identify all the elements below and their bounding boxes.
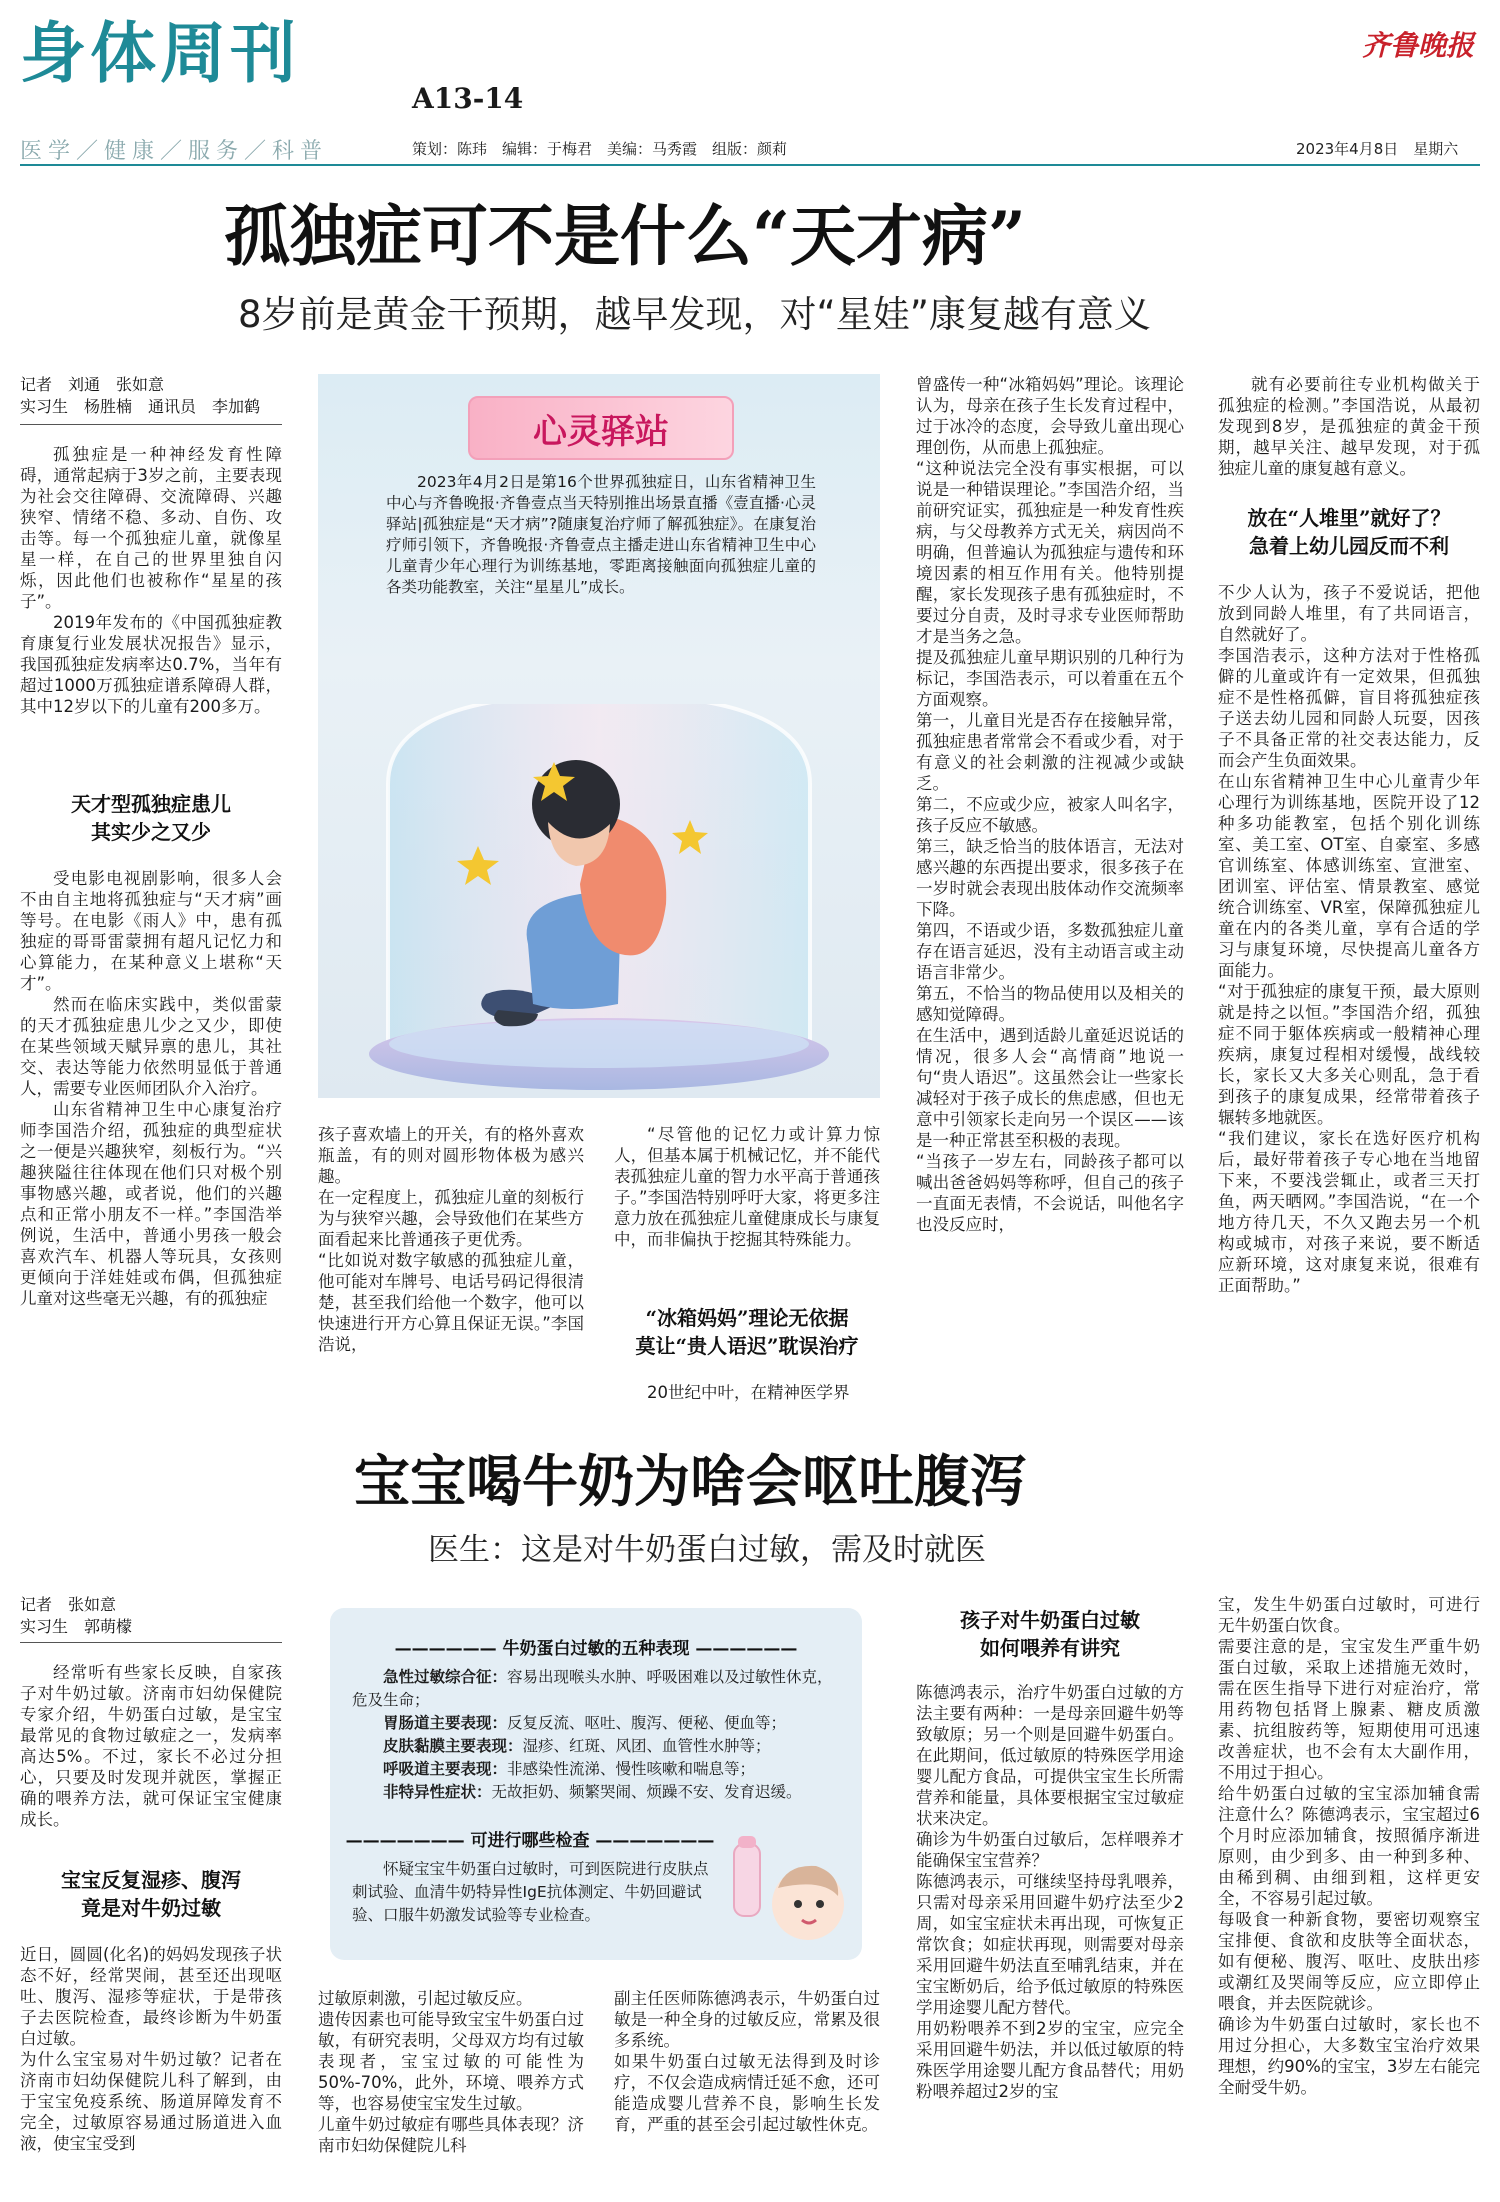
article1-col4: 曾盛传一种“冰箱妈妈”理论。该理论认为，母亲在孩子生长发育过程中，过于冰冷的态度，会导致儿童出现心理创伤，从而患上孤独症。 “这种说法完全没有事实根据，可以说是一种错误理论。”李国浩介绍，当前研究证实，孤独症是一种发育性疾病，与父母教养方式无关，病因尚不明确，但普遍认为孤独症与遗传和环境因素的相互作用有关。他特别提醒，家长发现孩子患有孤独症时，不要过分自责，及时寻求专业医师帮助才是当务之急。 提及孤独症儿童早期识别的几种行为标记，李国浩表示，可以着重在五个方面观察。 第一，儿童目光是否存在接触异常，孤独症患者常常会不看或少看，对于有意义的社会刺激的注视减少或缺乏。 第二，不应或少应，被家人叫名字，孩子反应不敏感。 第三，缺乏恰当的肢体语言，无法对感兴趣的东西提出要求，很多孩子在一岁时就会表现出肢体动作交流频率下降。 第四，不语或少语，多数孤独症儿童存在语言延迟，没有主动语言或主动语言非常少。 第五，不恰当的物品使用以及相关的感知觉障碍。 在生活中，遇到适龄儿童延迟说话的情况，很多人会“高情商”地说一句“贵人语迟”。这虽然会让一些家长减轻对于孩子成长的焦虑感，但也无意中引领家长走向另一个误区——该是一种正常甚至积极的表现。 “当孩子一岁左右，同龄孩子都可以喊出爸爸妈妈等称呼，但自己的孩子一直面无表情，不会说话，叫他名字也没反应时， xyxy=(916,375,1184,1234)
paragraph: 经常听有些家长反映，自家孩子对牛奶过敏。济南市妇幼保健院专家介绍，牛奶蛋白过敏，是宝宝最常见的食物过敏症之一，发病率高达5%。不过，家长不必过分担心，只要及时发现并就医，掌握正确的喂养方法，就可保证宝宝健康成长。 xyxy=(20,1663,282,1829)
newspaper-logo: 齐鲁晚报 xyxy=(1362,29,1475,62)
article1-subhead-3: 放在“人堆里”就好了？ 急着上幼儿园反而不利 xyxy=(1247,506,1451,558)
intro-text: 2023年4月2日是第16个世界孤独症日，山东省精神卫生中心与齐鲁晚报·齐鲁壹点当天特别推出场景直播《壹直播·心灵驿站|孤独症是“天才病”?随康复治疗师了解孤独症》。在康复治疗师引领下，齐鲁晚报·齐鲁壹点主播走进山东省精神卫生中心儿童青少年心理行为训练基地，零距离接触面向孤独症儿童的各类功能教室，关注“星星儿”成长。 xyxy=(386,473,816,596)
article2-col1-bottom: 近日，圆圆(化名)的妈妈发现孩子状态不好，经常哭闹，甚至还出现呕吐、腹泻、湿疹等症状，于是带孩子去医院检查，最终诊断为牛奶蛋白过敏。 为什么宝宝易对牛奶过敏？记者在济南市妇幼保健院儿科了解到，由于宝宝免疫系统、肠道屏障发育不完全，过敏原容易通过肠道进入血液，使宝宝受到 xyxy=(20,1945,282,2153)
badge-label: 心灵驿站 xyxy=(533,412,669,452)
article2-col4: 陈德鸿表示，治疗牛奶蛋白过敏的方法主要有两种：一是母亲回避牛奶等致敏原；另一个则是回避牛奶蛋白。在此期间，低过敏原的特殊医学用途婴儿配方食品，可提供宝宝生长所需营养和能量，具体要根据宝宝过敏症状来决定。 确诊为牛奶蛋白过敏后，怎样喂养才能确保宝宝营养？ 陈德鸿表示，可继续坚持母乳喂养，只需对母亲采用回避牛奶疗法至少2周，如宝宝症状未再出现，可恢复正常饮食；如症状再现，则需要对母亲采用回避牛奶法直至哺乳结束，并在宝宝断奶后，给予低过敏原的特殊医学用途婴儿配方替代。 用奶粉喂养不到2岁的宝宝，应完全采用回避牛奶法，并以低过敏原的特殊医学用途婴儿配方食品替代；用奶粉喂养超过2岁的宝 xyxy=(916,1683,1184,2101)
test-description xyxy=(352,1858,712,1927)
article2-subhead-1: 宝宝反复湿疹、腹泻 竟是对牛奶过敏 xyxy=(61,1868,241,1920)
symptom-text: 无故拒奶、频繁哭闹、烦躁不安、发育迟缓。 xyxy=(491,1783,802,1801)
symptom-label: 皮肤黏膜主要表现： xyxy=(383,1737,523,1755)
symptom-list xyxy=(352,1666,848,1804)
symptom-item xyxy=(352,1781,848,1804)
article2-subhead-2: 孩子对牛奶蛋白过敏 如何喂养有讲究 xyxy=(960,1608,1140,1660)
symptom-item xyxy=(352,1758,848,1781)
article1-subhead-2: “冰箱妈妈”理论无依据 莫让“贵人语迟”耽误治疗 xyxy=(635,1306,859,1358)
baby-bottle-illustration xyxy=(726,1834,850,1952)
column-badge xyxy=(468,396,734,460)
symptom-text: 反复反流、呕吐、腹泻、便秘、便血等； xyxy=(507,1714,787,1732)
article1-headline: 孤独症可不是什么“天才病” xyxy=(224,197,1026,275)
allergy-info-box xyxy=(330,1608,862,1960)
article2-col3: 副主任医师陈德鸿表示，牛奶蛋白过敏是一种全身的过敏反应，常累及很多系统。 如果牛奶蛋白过敏无法得到及时诊疗，不仅会造成病情迁延不愈，还可能造成婴儿营养不良，影响生长发育，严重的甚至会引起过敏性休克。 xyxy=(614,1989,880,2134)
box-title-text: 可进行哪些检查 xyxy=(470,1831,590,1851)
byline-divider xyxy=(20,424,282,425)
paragraph: 就有必要前往专业机构做关于孤独症的检测。”李国浩说，从最初发现到8岁，是孤独症的黄金干预期，越早关注、越早发现，对于孤独症儿童的康复越有意义。 xyxy=(1218,375,1480,478)
paragraph: 孤独症是一种神经发育性障碍，通常起病于3岁之前，主要表现为社会交往障碍、交流障碍、兴趣狭窄、情绪不稳、多动、自伤、攻击等。每一个孤独症儿童，就像星星一样，在自己的世界里独自闪烁，因此他们也被称作“星星的孩子”。 xyxy=(20,445,282,611)
symptom-item xyxy=(352,1712,848,1735)
test-text: 怀疑宝宝牛奶蛋白过敏时，可到医院进行皮肤点刺试验、血清牛奶特异性IgE抗体测定、牛奶回避试验、口服牛奶激发试验等专业检查。 xyxy=(352,1860,709,1924)
issue-date: 2023年4月8日 星期六 xyxy=(1296,140,1459,158)
symptom-label: 呼吸道主要表现： xyxy=(383,1760,508,1778)
article1-col3-top xyxy=(614,1124,880,1292)
glass-dome-illustration xyxy=(318,704,880,1098)
masthead xyxy=(0,0,1500,170)
paragraph: 2019年发布的《中国孤独症教育康复行业发展状况报告》显示，我国孤独症发病率达0.7%，当年有超过1000万孤独症谱系障碍人群，其中12岁以下的儿童有200多万。 xyxy=(20,613,282,716)
symptom-text: 非感染性流涕、慢性咳嗽和喘息等； xyxy=(507,1760,756,1778)
paragraph: 受电影电视剧影响，很多人会不由自主地将孤独症与“天才病”画等号。在电影《雨人》中，患有孤独症的哥哥雷蒙拥有超凡记忆力和心算能力，在某种意义上堪称“天才”。 xyxy=(20,869,282,993)
article1-col1-bottom xyxy=(20,868,282,1408)
section-subtitle: 医学／健康／服务／科普 xyxy=(20,139,329,164)
article1-subheadline: 8岁前是黄金干预期，越早发现，对“星娃”康复越有意义 xyxy=(238,293,1151,336)
article2-col2: 过敏原刺激，引起过敏反应。 遗传因素也可能导致宝宝牛奶蛋白过敏，有研究表明，父母双方均有过敏表现者，宝宝过敏的可能性为50%-70%，此外，环境、喂养方式等，也容易使宝宝发生过敏。 儿童牛奶过敏症有哪些具体表现？济南市妇幼保健院儿科 xyxy=(318,1989,584,2155)
box-title-text: 牛奶蛋白过敏的五种表现 xyxy=(502,1639,690,1659)
article2-col1-top xyxy=(20,1662,282,1848)
symptom-label: 非特异性症状： xyxy=(383,1783,492,1801)
box-title-tests: ——————— 可进行哪些检查 ——————— xyxy=(345,1831,715,1851)
symptom-text: 湿疹、红斑、风团、血管性水肿等； xyxy=(522,1737,771,1755)
staff-credits: 策划：陈玮 编辑：于梅君 美编：马秀霞 组版：颜莉 xyxy=(412,140,788,158)
byline-interns: 实习生 郭萌檬 xyxy=(20,1617,133,1636)
box-title-symptoms: —————— 牛奶蛋白过敏的五种表现 —————— xyxy=(394,1639,798,1659)
paragraph: 山东省精神卫生中心康复治疗师李国浩介绍，孤独症的典型症状之一便是兴趣狭窄，刻板行为。“兴趣狭隘往往体现在他们只对极个别事物感兴趣，或者说，他们的兴趣点和正常小朋友不一样。”李国浩举例说，生活中，普通小男孩一般会喜欢汽车、机器人等玩具，女孩则更倾向于洋娃娃或布偶，但孤独症儿童对这些毫无兴趣，有的孤独症 xyxy=(20,1100,282,1308)
symptom-item xyxy=(352,1666,848,1712)
article2-subheadline: 医生：这是对牛奶蛋白过敏，需及时就医 xyxy=(428,1532,986,1568)
article2-col5: 宝，发生牛奶蛋白过敏时，可进行无牛奶蛋白饮食。 需要注意的是，宝宝发生严重牛奶蛋白过敏，采取上述措施无效时，需在医生指导下进行对症治疗，常用药物包括肾上腺素、糖皮质激素、抗组胺药等，短期使用可迅速改善症状，也不会有太大副作用，不用过于担心。 给牛奶蛋白过敏的宝宝添加辅食需注意什么？陈德鸿表示，宝宝超过6个月时应添加辅食，按照循序渐进原则，由少到多、由一种到多种、由稀到稠、由细到粗，这样更安全，不容易引起过敏。 每吸食一种新食物，要密切观察宝宝排便、食欲和皮肤等全面状态，如有便秘、腹泻、呕吐、皮肤出疹或潮红及哭闹等反应，应立即停止喂食，并去医院就诊。 确诊为牛奶蛋白过敏时，家长也不用过分担心，大多数宝宝治疗效果理想，约90%的宝宝，3岁左右能完全耐受牛奶。 xyxy=(1218,1595,1480,2097)
illustration-panel xyxy=(318,374,880,1098)
article2-byline xyxy=(20,1594,282,1638)
article1-col3-bottom xyxy=(614,1382,880,1406)
paragraph: 20世纪中叶，在精神医学界 xyxy=(647,1383,850,1402)
byline-reporters: 记者 刘通 张如意 xyxy=(20,375,165,394)
byline-interns: 实习生 杨胜楠 通讯员 李加鹤 xyxy=(20,397,261,416)
article1-col1-top xyxy=(20,444,282,770)
article1-byline xyxy=(20,374,282,418)
article1-col5-bottom: 不少人认为，孩子不爱说话，把他放到同龄人堆里，有了共同语言，自然就好了。 李国浩表示，这种方法对于性格孤僻的儿童或许有一定效果，但孤独症不是性格孤僻，盲目将孤独症孩子送去幼儿园和同龄人玩耍，因孩子不具备正常的社交表达能力，反而会产生负面效果。 在山东省精神卫生中心儿童青少年心理行为训练基地，医院开设了12种多功能教室，包括个别化训练室、美工室、OT室、自豪室、多感官训练室、体感训练室、宣泄室、团训室、评估室、情景教室、感觉统合训练室、VR室，保障孤独症儿童在内的各类儿童，享有合适的学习与康复环境，尽快提高儿童各方面能力。 “对于孤独症的康复干预，最大原则就是持之以恒。”李国浩介绍，孤独症不同于躯体疾病或一般精神心理疾病，康复过程相对缓慢，战线较长，家长又大多关心则乱，急于看到孩子的康复成果，经常带着孩子辗转多地就医。 “我们建议，家长在选好医疗机构后，最好带着孩子专心地在当地留下来，不要浅尝辄止，或者三天打鱼，两天晒网。”李国浩说，“在一个地方待几天，不久又跑去另一个机构或城市，对孩子来说，要不断适应新环境，这对康复来说，很难有正面帮助。” xyxy=(1218,583,1480,1295)
section-title: 身体周刊 xyxy=(20,14,300,92)
paragraph: 然而在临床实践中，类似雷蒙的天才孤独症患儿少之又少，即使在某些领域天赋异禀的患儿，其社交、表达等能力依然明显低于普通人，需要专业医师团队介入治疗。 xyxy=(20,995,282,1098)
article1-col2: 孩子喜欢墙上的开关，有的格外喜欢瓶盖，有的则对圆形物体极为感兴趣。 在一定程度上，孤独症儿童的刻板行为与狭窄兴趣，会导致他们在某些方面看起来比普通孩子更优秀。 “比如说对数字敏感的孤独症儿童，他可能对车牌号、电话号码记得很清楚，甚至我们给他一个数字，他可以快速进行开方心算且保证无误。”李国浩说， xyxy=(318,1125,584,1354)
article2-headline: 宝宝喝牛奶为啥会呕吐腹泻 xyxy=(354,1449,1026,1515)
masthead-divider xyxy=(20,164,1480,166)
symptom-label: 胃肠道主要表现： xyxy=(383,1714,508,1732)
symptom-item xyxy=(352,1735,848,1758)
illustration-intro xyxy=(386,472,816,598)
article1-col5-top xyxy=(1218,374,1480,488)
byline-divider xyxy=(20,1642,282,1643)
symptom-label: 急性过敏综合征： xyxy=(383,1668,508,1686)
byline-reporters: 记者 张如意 xyxy=(20,1595,117,1614)
paragraph: “尽管他的记忆力或计算力惊人，但基本属于机械记忆，并不能代表孤独症儿童的智力水平高于普通孩子。”李国浩特别呼吁大家，将更多注意力放在孤独症儿童健康成长与康复中，而非偏执于挖掘其特殊能力。 xyxy=(614,1125,880,1249)
article1-subhead-1: 天才型孤独症患儿 其实少之又少 xyxy=(71,792,231,844)
symptom-text: 容易出现喉头水肿、呼吸困难以及过敏性休克，危及生命； xyxy=(352,1668,833,1709)
page-number: A13-14 xyxy=(412,82,524,115)
